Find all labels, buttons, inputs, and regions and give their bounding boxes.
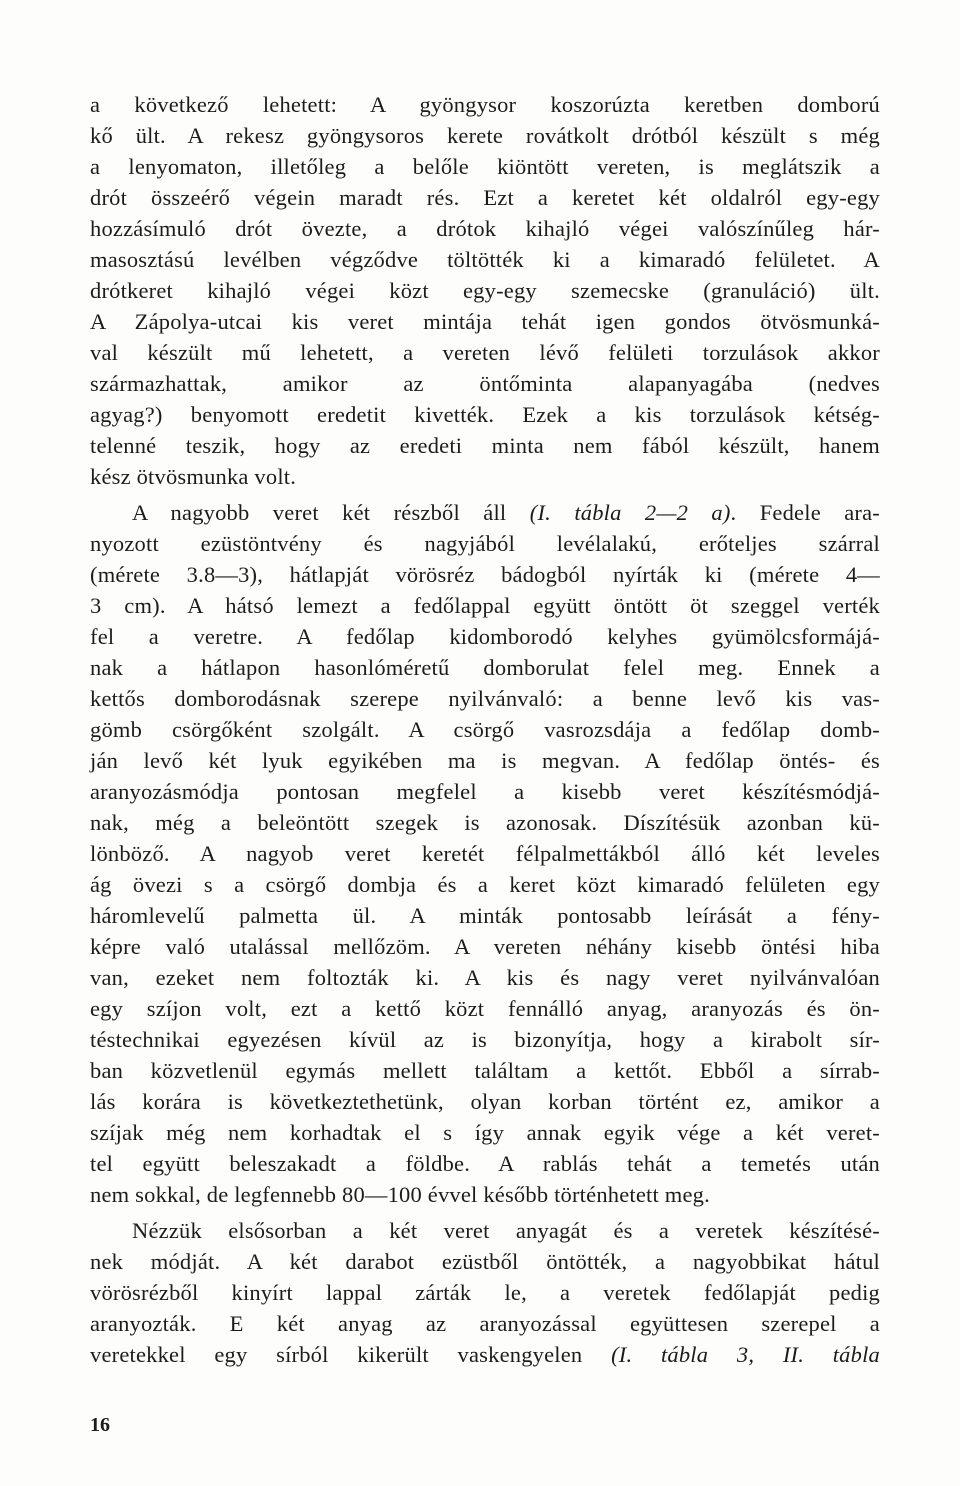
text-line: nyozott ezüstöntvény és nagyjából levélalakú, erőteljes szárral [90,531,880,556]
text-line: agyag?) benyomott eredetit kivették. Ezek a kis torzulások kétség- [90,402,880,427]
italic-reference: (I. tábla 3, II. tábla [611,1342,880,1367]
text-line: ág övezi s a csörgő dombja és a keret közt kimaradó felületen egy [90,872,880,897]
text-line: származhattak, amikor az öntőminta alapanyagába (nedves [90,371,880,396]
text-line: nek módját. A két darabot ezüstből öntötték, a nagyobbikat hátul [90,1249,880,1274]
text-line: masosztású levélben végződve töltötték ki a kimaradó felületet. A [90,247,880,272]
text-line: kész ötvösmunka volt. [90,464,297,489]
text-line: drótkeret kihajló végei közt egy-egy szemecske (granuláció) ült. [90,278,880,303]
text-line: kő ült. A rekesz gyöngysoros kerete rovátkolt drótból készült s még [90,123,880,148]
paragraph-3 [90,1215,880,1370]
italic-reference: (I. tábla 2—2 a) [529,500,731,525]
text-line: a lenyomaton, illetőleg a belőle kiöntött vereten, is meglátszik a [90,154,880,179]
text-line: kettős domborodásnak szerepe nyilvánvaló: a benne levő kis vas- [90,686,880,711]
text-line: aranyozásmódja pontosan megfelel a kisebb veret készítésmódjá- [90,779,880,804]
text-line: tel együtt beleszakadt a földbe. A rablás tehát a temetés után [90,1151,880,1176]
text-line: telenné teszik, hogy az eredeti minta nem fából készült, hanem [90,433,880,458]
text-line: lás korára is következtethetünk, olyan korban történt ez, amikor a [90,1089,880,1114]
text-line: Nézzük elsősorban a két veret anyagát és a veretek készítésé- [132,1218,880,1243]
text-line: háromlevelű palmetta ül. A minták pontosabb leírását a fény- [90,903,880,928]
text-line: A nagyobb veret két részből áll (I. tábla 2—2 a). Fedele ara- [132,500,880,525]
text-line: szíjak még nem korhadtak el s így annak egyik vége a két veret- [90,1120,880,1145]
text-line: nem sokkal, de legfennebb 80—100 évvel később történhetett meg. [90,1182,710,1207]
text-line: vörösrézből kinyírt lappal zárták le, a veretek fedőlapját pedig [90,1280,880,1305]
text-line: aranyozták. E két anyag az aranyozással együttesen szerepel a [90,1311,880,1336]
text-line: van, ezeket nem foltozták ki. A kis és nagy veret nyilvánvalóan [90,965,880,990]
text-line: fel a veretre. A fedőlap kidomborodó kelyhes gyümölcsformájá- [90,624,880,649]
text-line: nak, még a beleöntött szegek is azonosak. Díszítésük azonban kü- [90,810,880,835]
text-line: a következő lehetett: A gyöngysor koszorúzta keretben domború [90,92,880,117]
text-line: ján levő két lyuk egyikében ma is megvan. A fedőlap öntés- és [90,748,880,773]
text-line: nak a hátlapon hasonlóméretű domborulat felel meg. Ennek a [90,655,880,680]
text-line: veretekkel egy sírból kikerült vaskengyelen (I. tábla 3, II. tábla [90,1342,880,1367]
text-line: A Zápolya-utcai kis veret mintája tehát igen gondos ötvösmunká- [90,309,880,334]
text-line: hozzásímuló drót övezte, a drótok kihajló végei valószínűleg hár- [90,216,880,241]
page-number: 16 [90,1414,110,1436]
text-line: egy szíjon volt, ezt a kettő közt fennálló anyag, aranyozás és ön- [90,996,880,1021]
text-line: képre való utalással mellőzöm. A vereten néhány kisebb öntési hiba [90,934,880,959]
text-line: lönböző. A nagyob veret keretét félpalmettákból álló két leveles [90,841,880,866]
text-line: (mérete 3.8—3), hátlapját vörösréz bádogból nyírták ki (mérete 4— [90,562,880,587]
text-line: ban közvetlenül egymás mellett találtam a kettőt. Ebből a sírrab- [90,1058,880,1083]
text-line: val készült mű lehetett, a vereten lévő felületi torzulások akkor [90,340,880,365]
text-line: gömb csörgőként szolgált. A csörgő vasrozsdája a fedőlap domb- [90,717,880,742]
text-line: téstechnikai egyezésen kívül az is bizonyítja, hogy a kirabolt sír- [90,1027,880,1052]
text-line: 3 cm). A hátsó lemezt a fedőlappal együtt öntött öt szeggel verték [90,593,880,618]
text-line: drót összeérő végein maradt rés. Ezt a keretet két oldalról egy-egy [90,185,880,210]
paragraph-1 [90,89,880,492]
paragraph-2 [90,497,880,1210]
